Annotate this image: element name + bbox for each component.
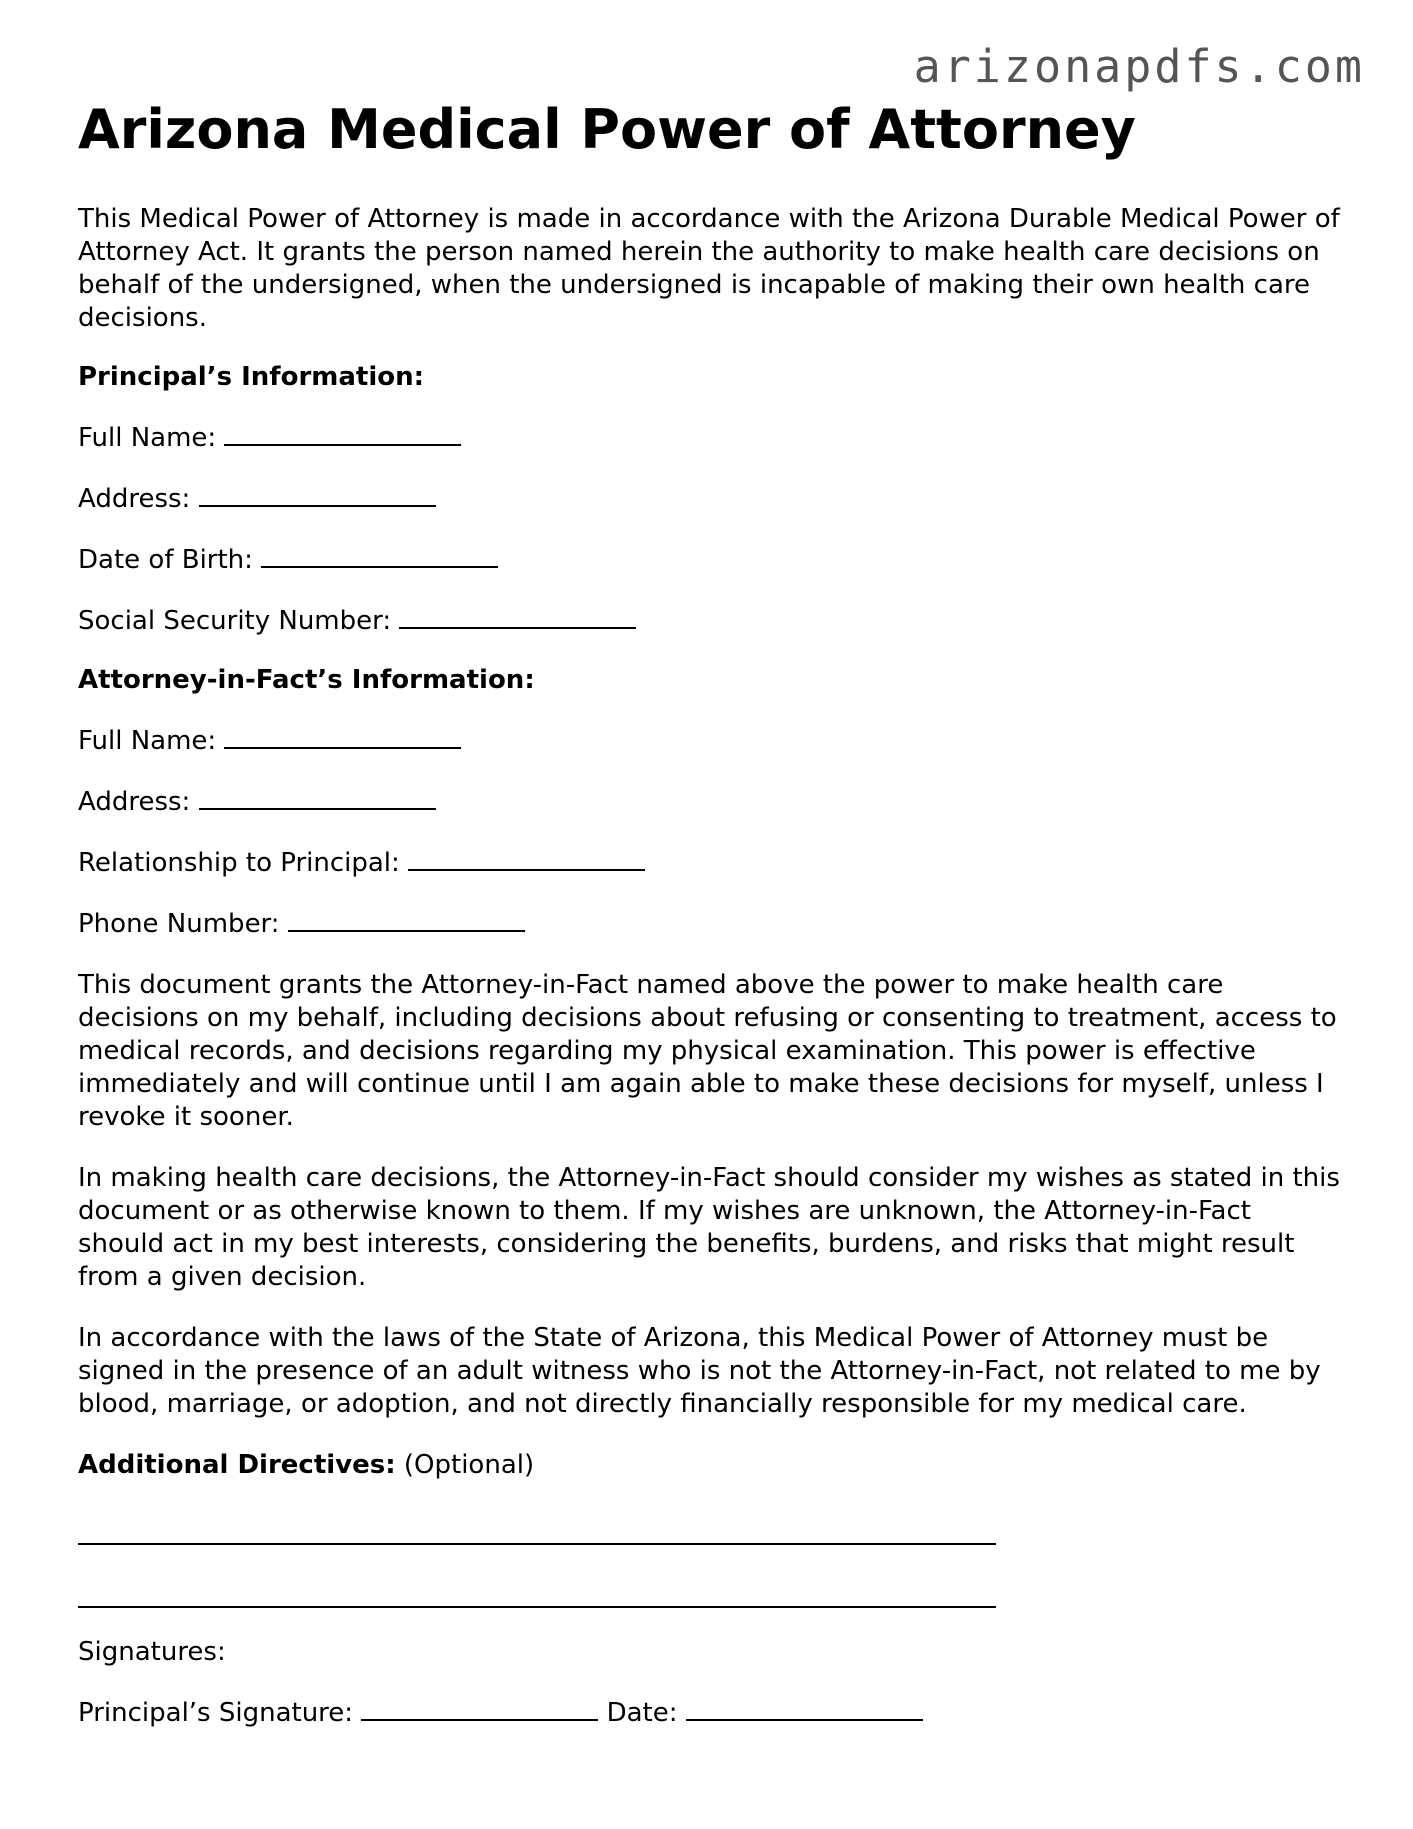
watermark: arizonapdfs.com xyxy=(913,40,1365,93)
decisions-paragraph: In making health care decisions, the Attorney-in-Fact should consider my wishes as stated in this document or as otherwise known to them. If my wishes are unknown, the Attorney-in-Fact should act in my best interests, considering the benefits, burdens, and risks that might result from a given decision. xyxy=(78,1162,1340,1292)
attorney-relationship-label: Relationship to Principal: xyxy=(78,847,400,878)
principal-signature-label: Principal’s Signature: xyxy=(78,1697,354,1728)
directives-line-1[interactable] xyxy=(78,1510,996,1545)
principal-dob-blank[interactable] xyxy=(261,544,498,568)
powers-paragraph: This document grants the Attorney-in-Fact named above the power to make health care decisions on my behalf, including decisions about refusing or consenting to treatment, access to medical records, and decisions regarding my physical examination. This power is effective immediately and will continue until I am again able to make these decisions for myself, unless I revoke it sooner. xyxy=(78,969,1337,1132)
principal-ssn-field xyxy=(78,605,1340,638)
attorney-address-blank[interactable] xyxy=(199,786,436,810)
attorney-relationship-field xyxy=(78,847,1340,880)
attorney-phone-field xyxy=(78,908,1340,941)
signatures-heading: Signatures: xyxy=(78,1636,226,1667)
principal-full-name-blank[interactable] xyxy=(224,422,461,446)
attorney-full-name-label: Full Name: xyxy=(78,725,217,756)
attorney-address-field xyxy=(78,786,1340,819)
attorney-address-label: Address: xyxy=(78,786,191,817)
principal-section-heading: Principal’s Information: xyxy=(78,361,425,392)
additional-directives-note: (Optional) xyxy=(403,1449,535,1480)
principal-ssn-label: Social Security Number: xyxy=(78,605,392,636)
document-title: Arizona Medical Power of Attorney xyxy=(78,98,1136,161)
principal-address-field xyxy=(78,483,1340,516)
principal-ssn-blank[interactable] xyxy=(399,605,636,629)
attorney-full-name-blank[interactable] xyxy=(224,725,461,749)
witness-paragraph: In accordance with the laws of the State of Arizona, this Medical Power of Attorney must be signed in the presence of an adult witness who is not the Attorney-in-Fact, not related to me by blood, marriage, or adoption, and not directly financially responsible for my medical care. xyxy=(78,1322,1321,1419)
attorney-full-name-field xyxy=(78,725,1340,758)
principal-dob-field xyxy=(78,544,1340,577)
directives-line-2[interactable] xyxy=(78,1573,996,1608)
attorney-phone-label: Phone Number: xyxy=(78,908,280,939)
attorney-relationship-blank[interactable] xyxy=(408,847,645,871)
attorney-phone-blank[interactable] xyxy=(288,908,525,932)
principal-signature-row xyxy=(78,1697,1340,1730)
principal-address-blank[interactable] xyxy=(199,483,436,507)
attorney-section-heading: Attorney-in-Fact’s Information: xyxy=(78,664,535,695)
signature-date-blank[interactable] xyxy=(686,1697,923,1721)
additional-directives-heading xyxy=(78,1449,1340,1482)
signature-date-label: Date: xyxy=(606,1697,678,1728)
principal-full-name-field xyxy=(78,422,1340,455)
additional-directives-label: Additional Directives: xyxy=(78,1449,396,1480)
intro-paragraph: This Medical Power of Attorney is made in accordance with the Arizona Durable Medical Power of Attorney Act. It grants the person named herein the authority to make health care decisions on behalf of the undersigned, when the undersigned is incapable of making their own health care decisions. xyxy=(78,203,1340,333)
principal-signature-blank[interactable] xyxy=(361,1697,598,1721)
principal-address-label: Address: xyxy=(78,483,191,514)
principal-dob-label: Date of Birth: xyxy=(78,544,253,575)
principal-full-name-label: Full Name: xyxy=(78,422,217,453)
document-page xyxy=(78,98,1340,1730)
